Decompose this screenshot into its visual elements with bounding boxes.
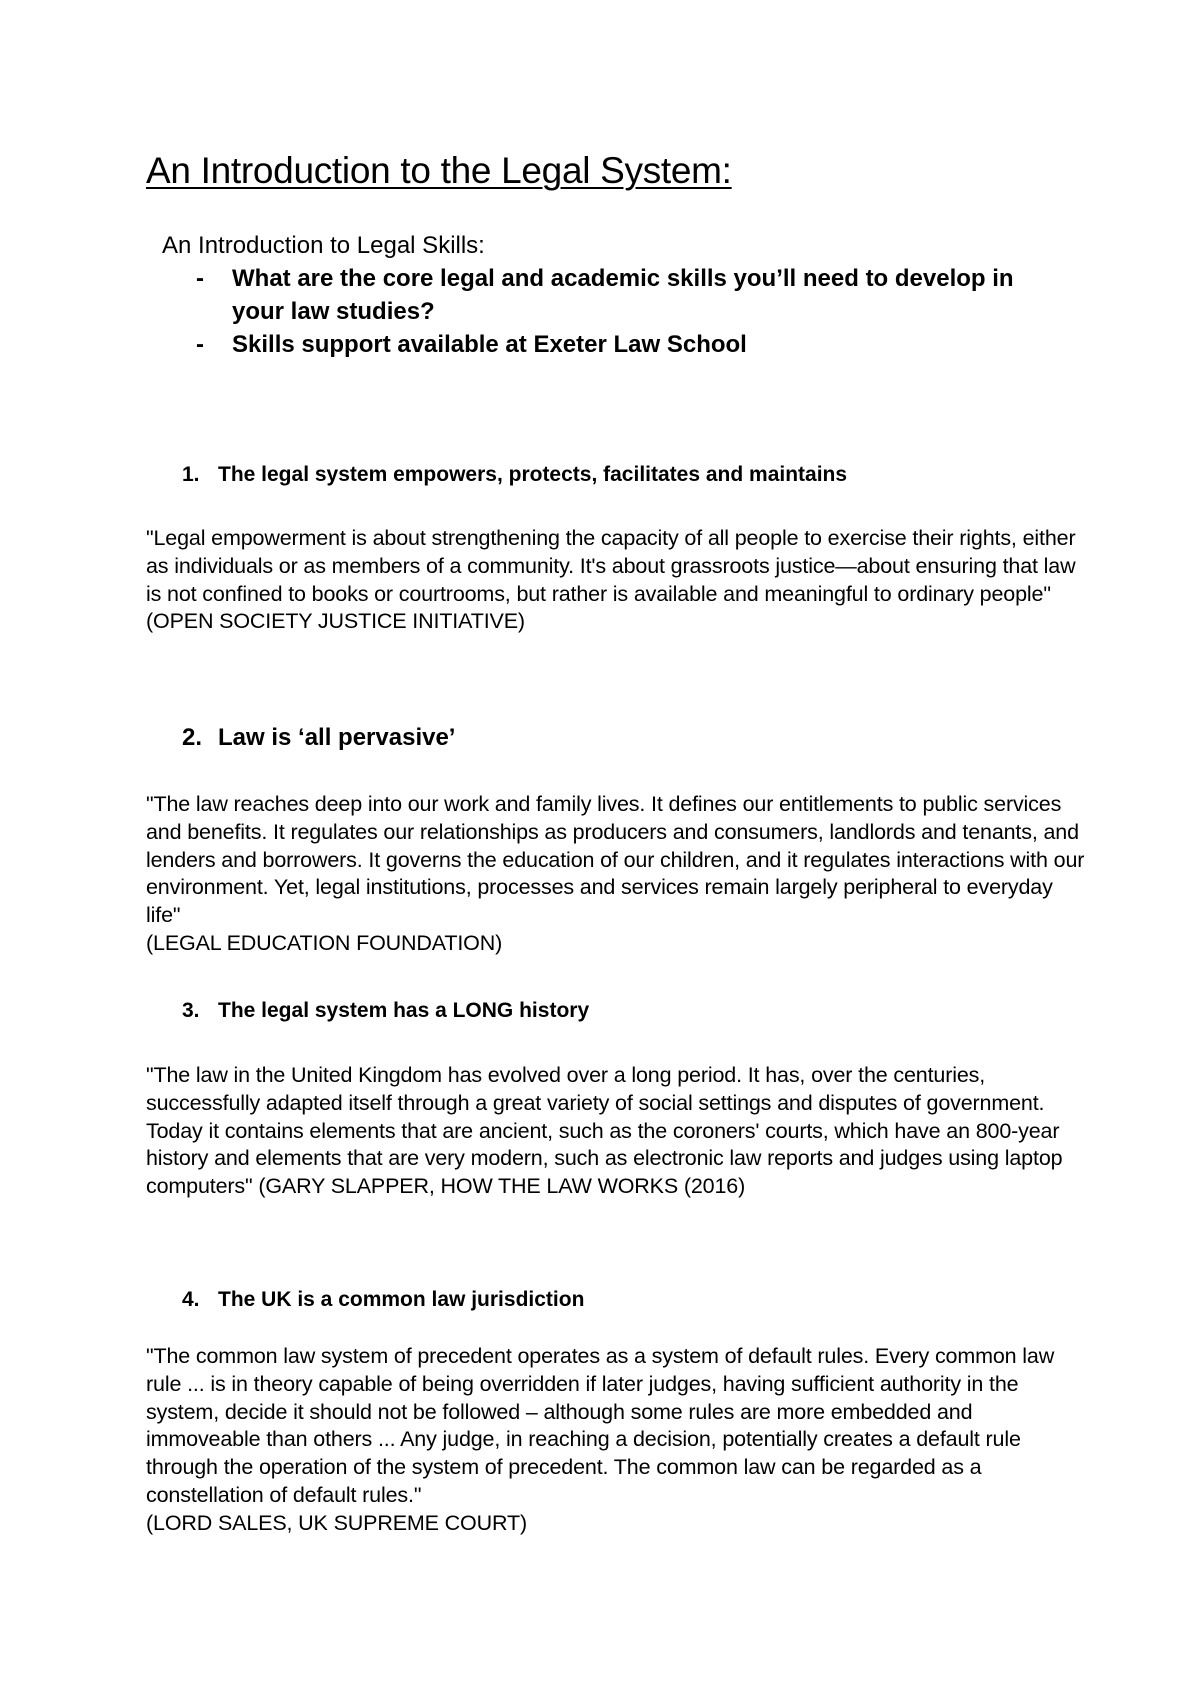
section-1-quote	[146, 525, 1086, 636]
list-item	[162, 328, 1022, 361]
bullet-marker: -	[196, 331, 204, 358]
list-item	[162, 262, 1022, 328]
section-number: 1.	[182, 463, 200, 486]
intro-bullet-list	[162, 262, 1022, 361]
document-title: An Introduction to the Legal System:	[146, 150, 732, 191]
quote-source: (OPEN SOCIETY JUSTICE INITIATIVE)	[146, 609, 525, 634]
section-number: 2.	[182, 724, 203, 751]
section-heading-text: The legal system has a LONG history	[218, 999, 590, 1022]
intro-heading: An Introduction to Legal Skills:	[162, 232, 485, 259]
section-heading-text: The legal system empowers, protects, facilitates and maintains	[218, 463, 848, 486]
intro-block	[162, 230, 1022, 361]
quote-source: (LEGAL EDUCATION FOUNDATION)	[146, 930, 503, 955]
section-number: 4.	[182, 1288, 200, 1311]
section-3-heading	[182, 997, 589, 1025]
section-1-heading	[182, 461, 847, 489]
quote-text: "The law in the United Kingdom has evolved over a long period. It has, over the centuries, successfully adapted itself through a great variety of social settings and disputes of government. Today it contains elements that are ancient, such as the coroners' courts, which have an 800-year history and elements that are very modern, such as electronic law reports and judges using laptop computers" (GARY SLAPPER, HOW THE LAW WORKS (2016)	[146, 1063, 1063, 1199]
section-2-quote	[146, 791, 1086, 958]
section-number: 3.	[182, 999, 200, 1022]
quote-text: "The common law system of precedent operates as a system of default rules. Every common law rule ... is in theory capable of being overridden if later judges, having sufficient authority in the system, decide it should not be followed – although some rules are more embedded and immoveable than others ... Any judge, in reaching a decision, potentially creates a default rule through the operation of the system of precedent. The common law can be regarded as a constellation of default rules."	[146, 1344, 1055, 1507]
quote-text: "The law reaches deep into our work and family lives. It defines our entitlements to public services and benefits. It regulates our relationships as producers and consumers, landlords and tenants, and lenders and borrowers. It governs the education of our children, and it regulates interactions with our environment. Yet, legal institutions, processes and services remain largely peripheral to everyday life"	[146, 792, 1085, 928]
section-3-quote	[146, 1062, 1086, 1201]
section-4-quote	[146, 1343, 1086, 1538]
quote-source: (LORD SALES, UK SUPREME COURT)	[146, 1510, 527, 1535]
quote-text: "Legal empowerment is about strengthening the capacity of all people to exercise their rights, either as individuals or as members of a community. It's about grassroots justice—about ensuring that law is not confined to books or courtrooms, but rather is available and meaningful to ordinary people"	[146, 526, 1076, 606]
section-heading-text: The UK is a common law jurisdiction	[218, 1288, 585, 1311]
bullet-text: Skills support available at Exeter Law School	[232, 331, 747, 358]
bullet-marker: -	[196, 265, 204, 292]
section-4-heading	[182, 1286, 584, 1314]
section-2-heading	[182, 722, 455, 754]
bullet-text: What are the core legal and academic skills you’ll need to develop in your law studies?	[232, 265, 1014, 325]
section-heading-text: Law is ‘all pervasive’	[218, 724, 456, 751]
